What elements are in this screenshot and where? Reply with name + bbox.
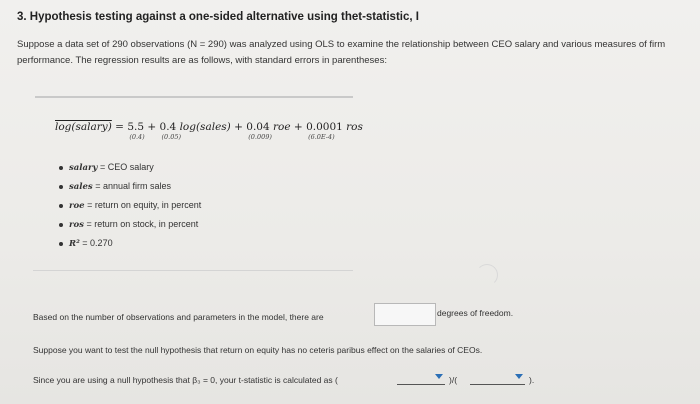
coef-ros-se: (6.0E-4): [308, 133, 335, 141]
question-intro: Suppose a data set of 290 observations (N = 290) was analyzed using OLS to examine the relationship between CEO salary and various measures of firm performance. The regression results are as follows, with standard errors in parentheses:: [17, 39, 666, 66]
definition-desc: = return on equity, in percent: [84, 200, 202, 210]
definition-desc: = return on stock, in percent: [83, 219, 199, 229]
equation-intercept: 5.5 (0.4): [127, 121, 145, 141]
equation-var-sales: log(sales): [179, 121, 231, 133]
question-title: 3. Hypothesis testing against a one-sided alternative using thet-statistic, I: [17, 11, 419, 23]
equation-plus: +: [234, 121, 243, 133]
coef-sales-se: (0.05): [161, 133, 182, 141]
definition-var: R²: [69, 239, 80, 249]
definition-var: roe: [69, 201, 85, 211]
tstat-end: ).: [529, 375, 535, 385]
equation-var-ros: ros: [346, 121, 363, 133]
equation-lhs: log(salary): [55, 121, 112, 133]
regression-equation: [55, 121, 363, 141]
intercept-se: (0.4): [129, 133, 145, 141]
null-hypothesis-text: Suppose you want to test the null hypothesis that return on equity has no ceteris paribus effect on the salaries of CEOs.: [33, 345, 483, 355]
bullet-icon: [59, 185, 63, 189]
degrees-of-freedom-input[interactable]: [374, 303, 436, 326]
definition-desc: = CEO salary: [97, 162, 154, 172]
definition-desc: = annual firm sales: [92, 181, 172, 191]
coef-roe-se: (0.009): [248, 133, 272, 141]
equation-plus: +: [147, 121, 157, 133]
definition-var: ros: [69, 220, 84, 230]
equation-coef-roe: 0.04 (0.009): [246, 121, 272, 141]
equation-var-roe: roe: [273, 121, 291, 133]
tstat-mid: )/(: [449, 375, 458, 385]
dropdown-arrow-icon[interactable]: [515, 374, 523, 379]
bullet-icon: [59, 166, 63, 170]
definition-var: salary: [69, 163, 98, 173]
dropdown-arrow-icon[interactable]: [435, 374, 443, 379]
df-suffix: degrees of freedom.: [437, 308, 514, 318]
divider-top: [35, 96, 353, 98]
tstat-numerator-select[interactable]: [397, 372, 445, 385]
definition-desc: = 0.270: [79, 238, 113, 248]
bullet-icon: [59, 204, 63, 208]
equation-plus: +: [293, 121, 303, 133]
definition-var: sales: [69, 182, 93, 192]
equation-coef-sales: 0.4 (0.05): [159, 121, 182, 141]
divider-bottom: [33, 270, 353, 271]
tstat-prompt: Since you are using a null hypothesis that β₃ = 0, your t-statistic is calculated as (: [33, 375, 338, 385]
bullet-icon: [59, 223, 63, 227]
equation-equals: =: [115, 121, 124, 133]
tstat-denominator-select[interactable]: [470, 372, 525, 385]
equation-coef-ros: 0.0001 (6.0E-4): [306, 121, 343, 141]
loading-spinner-icon: [476, 264, 498, 286]
df-prompt: Based on the number of observations and parameters in the model, there are: [33, 312, 324, 322]
bullet-icon: [59, 242, 63, 246]
